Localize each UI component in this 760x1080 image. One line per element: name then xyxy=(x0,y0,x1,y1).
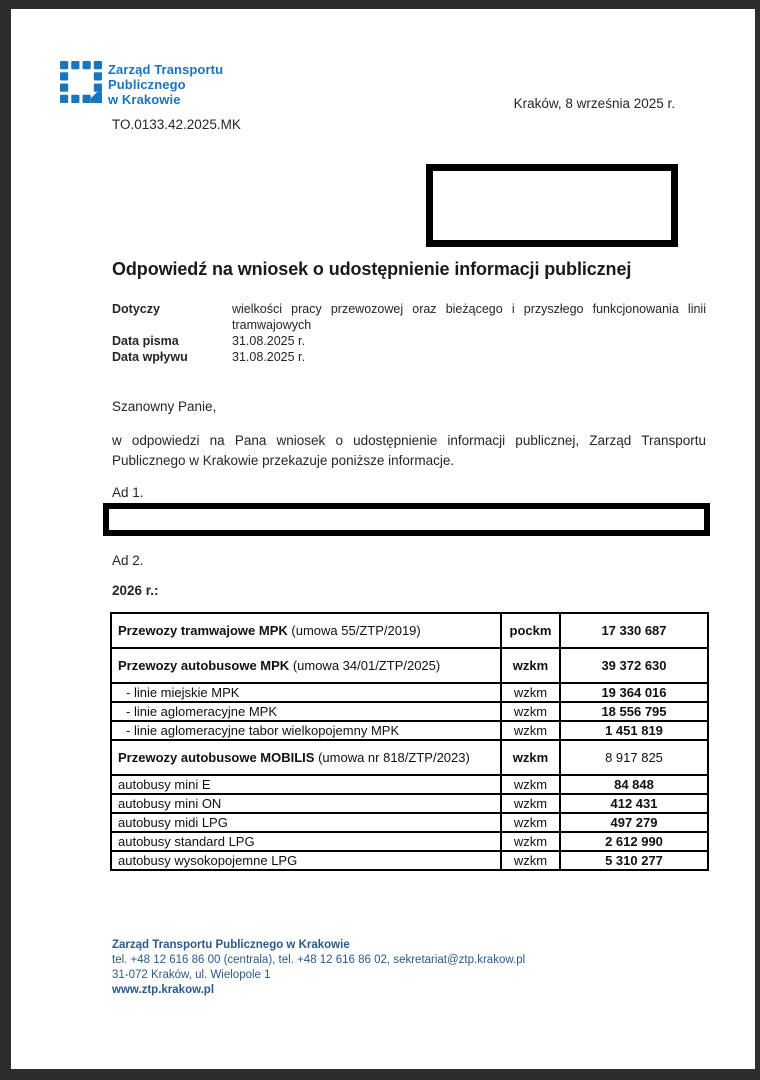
row-label-bold-text: Przewozy tramwajowe MPK xyxy=(118,623,288,638)
row-unit-cell: wzkm xyxy=(501,794,560,813)
row-value-cell: 8 917 825 xyxy=(560,740,708,775)
meta-value-dotyczy: wielkości pracy przewozowej oraz bieżącego i przyszłego funkcjonowania linii tramwajowych xyxy=(232,302,706,332)
table-row xyxy=(111,813,708,832)
ad2-label: Ad 2. xyxy=(112,553,144,568)
row-label-text: (umowa 34/01/ZTP/2025) xyxy=(289,658,441,673)
document-title: Odpowiedź na wniosek o udostępnienie informacji publicznej xyxy=(112,259,632,279)
redacted-ad1-box xyxy=(103,503,710,536)
table-row xyxy=(111,851,708,870)
city-and-date: Kraków, 8 września 2025 r. xyxy=(513,96,675,111)
row-unit-cell: wzkm xyxy=(501,740,560,775)
row-unit-cell: wzkm xyxy=(501,832,560,851)
table-row xyxy=(111,721,708,740)
row-label-cell xyxy=(111,683,501,702)
reference-number: TO.0133.42.2025.MK xyxy=(112,117,241,132)
row-value-cell: 18 556 795 xyxy=(560,702,708,721)
table-row xyxy=(111,683,708,702)
meta-label-data-pisma: Data pisma xyxy=(112,334,179,348)
row-value-cell: 1 451 819 xyxy=(560,721,708,740)
row-unit-cell: wzkm xyxy=(501,721,560,740)
row-label-text: autobusy mini ON xyxy=(118,796,222,811)
row-label-text: autobusy mini E xyxy=(118,777,211,792)
row-value-cell: 412 431 xyxy=(560,794,708,813)
row-label-bold-text: Przewozy autobusowe MOBILIS xyxy=(118,750,315,765)
row-label-text: (umowa nr 818/ZTP/2023) xyxy=(314,750,470,765)
footer-phone-line: tel. +48 12 616 86 00 (centrala), tel. +48 12 616 86 02, sekretariat@ztp.krakow.pl xyxy=(112,954,526,966)
row-unit-cell: pockm xyxy=(501,613,560,648)
table-row xyxy=(111,794,708,813)
row-label-cell xyxy=(111,648,501,683)
org-wordmark xyxy=(108,62,223,107)
year-heading: 2026 r.: xyxy=(112,583,159,598)
row-label-cell xyxy=(111,813,501,832)
salutation: Szanowny Panie, xyxy=(112,399,217,414)
ad1-label: Ad 1. xyxy=(112,485,144,500)
row-label-cell xyxy=(111,721,501,740)
ztp-logo-icon xyxy=(60,61,102,103)
row-value-cell: 497 279 xyxy=(560,813,708,832)
table-row xyxy=(111,613,708,648)
row-label-text: - linie miejskie MPK xyxy=(126,685,240,700)
row-value-cell: 39 372 630 xyxy=(560,648,708,683)
meta-label-data-wplywu: Data wpływu xyxy=(112,350,188,364)
row-label-bold-text: Przewozy autobusowe MPK xyxy=(118,658,290,673)
row-label-text: autobusy standard LPG xyxy=(118,834,255,849)
row-label-cell xyxy=(111,794,501,813)
meta-value-data-wplywu: 31.08.2025 r. xyxy=(232,350,305,364)
row-label-text: - linie aglomeracyjne tabor wielkopojemny MPK xyxy=(126,723,400,738)
ztp-logo xyxy=(60,61,102,103)
document-page xyxy=(11,9,755,1069)
work-volume-table xyxy=(110,612,709,871)
row-unit-cell: wzkm xyxy=(501,648,560,683)
row-unit-cell: wzkm xyxy=(501,813,560,832)
row-label-text: (umowa 55/ZTP/2019) xyxy=(287,623,421,638)
org-wordmark-line: Publicznego xyxy=(108,77,186,92)
table-row xyxy=(111,648,708,683)
row-label-cell xyxy=(111,702,501,721)
intro-paragraph: w odpowiedzi na Pana wniosek o udostępnienie informacji publicznej, Zarząd Transportu Publicznego w Krakowie przekazuje poniższe informacje. xyxy=(112,433,706,468)
footer-website: www.ztp.krakow.pl xyxy=(112,984,215,996)
row-label-cell xyxy=(111,775,501,794)
row-unit-cell: wzkm xyxy=(501,683,560,702)
footer-address-line: 31-072 Kraków, ul. Wielopole 1 xyxy=(112,969,271,981)
org-wordmark-line: w Krakowie xyxy=(108,92,181,107)
row-label-cell xyxy=(111,740,501,775)
table-row xyxy=(111,740,708,775)
meta-label-dotyczy: Dotyczy xyxy=(112,302,160,316)
row-label-cell xyxy=(111,613,501,648)
row-label-cell xyxy=(111,851,501,870)
redacted-recipient-box xyxy=(426,164,678,247)
footer-org-name: Zarząd Transportu Publicznego w Krakowie xyxy=(112,939,350,951)
row-unit-cell: wzkm xyxy=(501,851,560,870)
row-label-cell xyxy=(111,832,501,851)
meta-block xyxy=(112,301,706,365)
work-table-body xyxy=(111,613,708,870)
row-label-text: autobusy wysokopojemne LPG xyxy=(118,853,298,868)
row-unit-cell: wzkm xyxy=(501,702,560,721)
row-label-text: - linie aglomeracyjne MPK xyxy=(126,704,278,719)
row-value-cell: 17 330 687 xyxy=(560,613,708,648)
table-row xyxy=(111,702,708,721)
table-row xyxy=(111,832,708,851)
row-value-cell: 84 848 xyxy=(560,775,708,794)
table-row xyxy=(111,775,708,794)
row-value-cell: 19 364 016 xyxy=(560,683,708,702)
row-unit-cell: wzkm xyxy=(501,775,560,794)
row-value-cell: 2 612 990 xyxy=(560,832,708,851)
org-wordmark-line: Zarząd Transportu xyxy=(108,62,224,77)
row-value-cell: 5 310 277 xyxy=(560,851,708,870)
row-label-text: autobusy midi LPG xyxy=(118,815,228,830)
footer-block xyxy=(112,938,525,998)
meta-value-data-pisma: 31.08.2025 r. xyxy=(232,334,305,348)
